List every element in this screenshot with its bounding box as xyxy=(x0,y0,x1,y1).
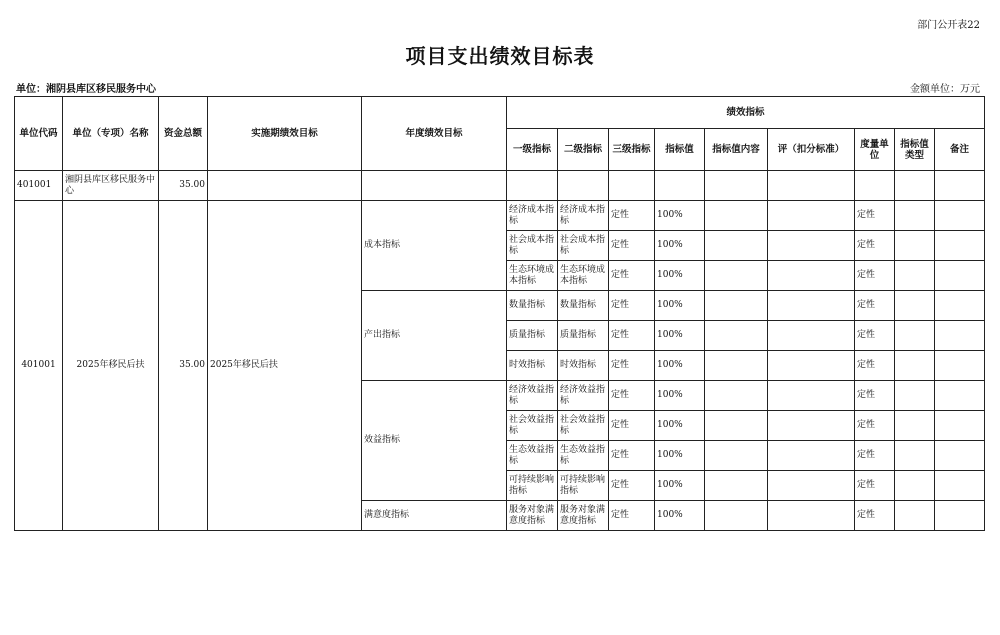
level1-indicator: 经济效益指标 xyxy=(507,381,558,411)
level3-indicator: 定性 xyxy=(609,411,655,441)
level1-indicator: 时效指标 xyxy=(507,351,558,381)
level1-indicator: 可持续影响指标 xyxy=(507,471,558,501)
level2-indicator: 经济成本指标 xyxy=(558,201,609,231)
annual-goal-group: 成本指标 xyxy=(362,201,507,291)
level2-indicator: 生态效益指标 xyxy=(558,441,609,471)
header-value-type: 指标值类型 xyxy=(895,129,935,171)
level3-indicator: 定性 xyxy=(609,321,655,351)
scoring-standard xyxy=(768,321,855,351)
empty-cell xyxy=(362,171,507,201)
indicator-value-content xyxy=(705,351,768,381)
indicator-value-type xyxy=(895,321,935,351)
empty-cell xyxy=(768,171,855,201)
header-value-content: 指标值内容 xyxy=(705,129,768,171)
indicator-value-content xyxy=(705,441,768,471)
level2-indicator: 数量指标 xyxy=(558,291,609,321)
empty-cell xyxy=(208,171,362,201)
measure-unit: 定性 xyxy=(855,321,895,351)
indicator-value-type xyxy=(895,201,935,231)
annual-goal-group: 效益指标 xyxy=(362,381,507,501)
empty-cell xyxy=(558,171,609,201)
header-level2: 二级指标 xyxy=(558,129,609,171)
indicator-value-type xyxy=(895,411,935,441)
level2-indicator: 服务对象满意度指标 xyxy=(558,501,609,531)
indicator-value-type xyxy=(895,261,935,291)
indicator-value-content xyxy=(705,501,768,531)
indicator-value-content xyxy=(705,261,768,291)
measure-unit: 定性 xyxy=(855,261,895,291)
indicator-value: 100% xyxy=(655,471,705,501)
indicator-value-type xyxy=(895,441,935,471)
header-unit-name: 单位（专项）名称 xyxy=(63,97,159,171)
level2-indicator: 质量指标 xyxy=(558,321,609,351)
header-remarks: 备注 xyxy=(935,129,985,171)
measure-unit: 定性 xyxy=(855,411,895,441)
indicator-value-type xyxy=(895,381,935,411)
level1-indicator: 社会成本指标 xyxy=(507,231,558,261)
amount-unit-label: 金额单位：万元 xyxy=(910,84,980,95)
header-unit-code: 单位代码 xyxy=(15,97,63,171)
measure-unit: 定性 xyxy=(855,381,895,411)
header-perf-indicators: 绩效指标 xyxy=(507,97,985,129)
indicator-value-content xyxy=(705,411,768,441)
summary-funds: 35.00 xyxy=(159,171,208,201)
level1-indicator: 生态效益指标 xyxy=(507,441,558,471)
level3-indicator: 定性 xyxy=(609,261,655,291)
level3-indicator: 定性 xyxy=(609,201,655,231)
indicator-value-type xyxy=(895,291,935,321)
remarks xyxy=(935,411,985,441)
scoring-standard xyxy=(768,261,855,291)
level1-indicator: 质量指标 xyxy=(507,321,558,351)
measure-unit: 定性 xyxy=(855,441,895,471)
remarks xyxy=(935,441,985,471)
level2-indicator: 社会成本指标 xyxy=(558,231,609,261)
empty-cell xyxy=(855,171,895,201)
level2-indicator: 可持续影响指标 xyxy=(558,471,609,501)
header-level3: 三级指标 xyxy=(609,129,655,171)
performance-table xyxy=(14,96,985,531)
scoring-standard xyxy=(768,231,855,261)
remarks xyxy=(935,291,985,321)
project-funds: 35.00 xyxy=(159,201,208,531)
header-measure-unit: 度量单位 xyxy=(855,129,895,171)
header-level1: 一级指标 xyxy=(507,129,558,171)
indicator-value-content xyxy=(705,231,768,261)
summary-code: 401001 xyxy=(15,171,63,201)
project-code: 401001 xyxy=(15,201,63,531)
remarks xyxy=(935,321,985,351)
header-scoring: 评（扣分标准） xyxy=(768,129,855,171)
summary-name: 湘阴县库区移民服务中心 xyxy=(63,171,159,201)
indicator-value: 100% xyxy=(655,351,705,381)
indicator-value: 100% xyxy=(655,261,705,291)
table-row xyxy=(15,201,985,231)
level1-indicator: 数量指标 xyxy=(507,291,558,321)
indicator-value-content xyxy=(705,321,768,351)
scoring-standard xyxy=(768,411,855,441)
measure-unit: 定性 xyxy=(855,231,895,261)
level3-indicator: 定性 xyxy=(609,351,655,381)
unit-label: 单位：湘阴县库区移民服务中心 xyxy=(16,84,156,95)
measure-unit: 定性 xyxy=(855,201,895,231)
indicator-value-type xyxy=(895,351,935,381)
measure-unit: 定性 xyxy=(855,471,895,501)
measure-unit: 定性 xyxy=(855,291,895,321)
level2-indicator: 经济效益指标 xyxy=(558,381,609,411)
level3-indicator: 定性 xyxy=(609,291,655,321)
empty-cell xyxy=(507,171,558,201)
empty-cell xyxy=(655,171,705,201)
annual-goal-group: 产出指标 xyxy=(362,291,507,381)
measure-unit: 定性 xyxy=(855,351,895,381)
scoring-standard xyxy=(768,381,855,411)
scoring-standard xyxy=(768,201,855,231)
indicator-value: 100% xyxy=(655,321,705,351)
table-number: 部门公开表22 xyxy=(917,20,980,31)
indicator-value-type xyxy=(895,231,935,261)
empty-cell xyxy=(609,171,655,201)
page-title: 项目支出绩效目标表 xyxy=(405,44,595,68)
level1-indicator: 经济成本指标 xyxy=(507,201,558,231)
level2-indicator: 社会效益指标 xyxy=(558,411,609,441)
level3-indicator: 定性 xyxy=(609,231,655,261)
empty-cell xyxy=(705,171,768,201)
level1-indicator: 社会效益指标 xyxy=(507,411,558,441)
level3-indicator: 定性 xyxy=(609,471,655,501)
remarks xyxy=(935,471,985,501)
level3-indicator: 定性 xyxy=(609,381,655,411)
indicator-value-type xyxy=(895,471,935,501)
indicator-value: 100% xyxy=(655,231,705,261)
indicator-value: 100% xyxy=(655,411,705,441)
project-name: 2025年移民后扶 xyxy=(63,201,159,531)
indicator-value: 100% xyxy=(655,201,705,231)
indicator-value: 100% xyxy=(655,441,705,471)
header-value: 指标值 xyxy=(655,129,705,171)
indicator-value-content xyxy=(705,381,768,411)
level1-indicator: 服务对象满意度指标 xyxy=(507,501,558,531)
header-impl-goal: 实施期绩效目标 xyxy=(208,97,362,171)
scoring-standard xyxy=(768,291,855,321)
indicator-value: 100% xyxy=(655,291,705,321)
level2-indicator: 生态环境成本指标 xyxy=(558,261,609,291)
measure-unit: 定性 xyxy=(855,501,895,531)
remarks xyxy=(935,201,985,231)
header-total-funds: 资金总额 xyxy=(159,97,208,171)
scoring-standard xyxy=(768,501,855,531)
header-annual-goal: 年度绩效目标 xyxy=(362,97,507,171)
scoring-standard xyxy=(768,471,855,501)
remarks xyxy=(935,381,985,411)
indicator-value-type xyxy=(895,501,935,531)
indicator-value-content xyxy=(705,201,768,231)
empty-cell xyxy=(935,171,985,201)
level2-indicator: 时效指标 xyxy=(558,351,609,381)
project-impl-goal: 2025年移民后扶 xyxy=(208,201,362,531)
level3-indicator: 定性 xyxy=(609,501,655,531)
scoring-standard xyxy=(768,441,855,471)
indicator-value-content xyxy=(705,471,768,501)
empty-cell xyxy=(895,171,935,201)
remarks xyxy=(935,261,985,291)
indicator-value: 100% xyxy=(655,501,705,531)
level3-indicator: 定性 xyxy=(609,441,655,471)
indicator-value-content xyxy=(705,291,768,321)
remarks xyxy=(935,351,985,381)
annual-goal-group: 满意度指标 xyxy=(362,501,507,531)
remarks xyxy=(935,501,985,531)
scoring-standard xyxy=(768,351,855,381)
remarks xyxy=(935,231,985,261)
level1-indicator: 生态环境成本指标 xyxy=(507,261,558,291)
indicator-value: 100% xyxy=(655,381,705,411)
